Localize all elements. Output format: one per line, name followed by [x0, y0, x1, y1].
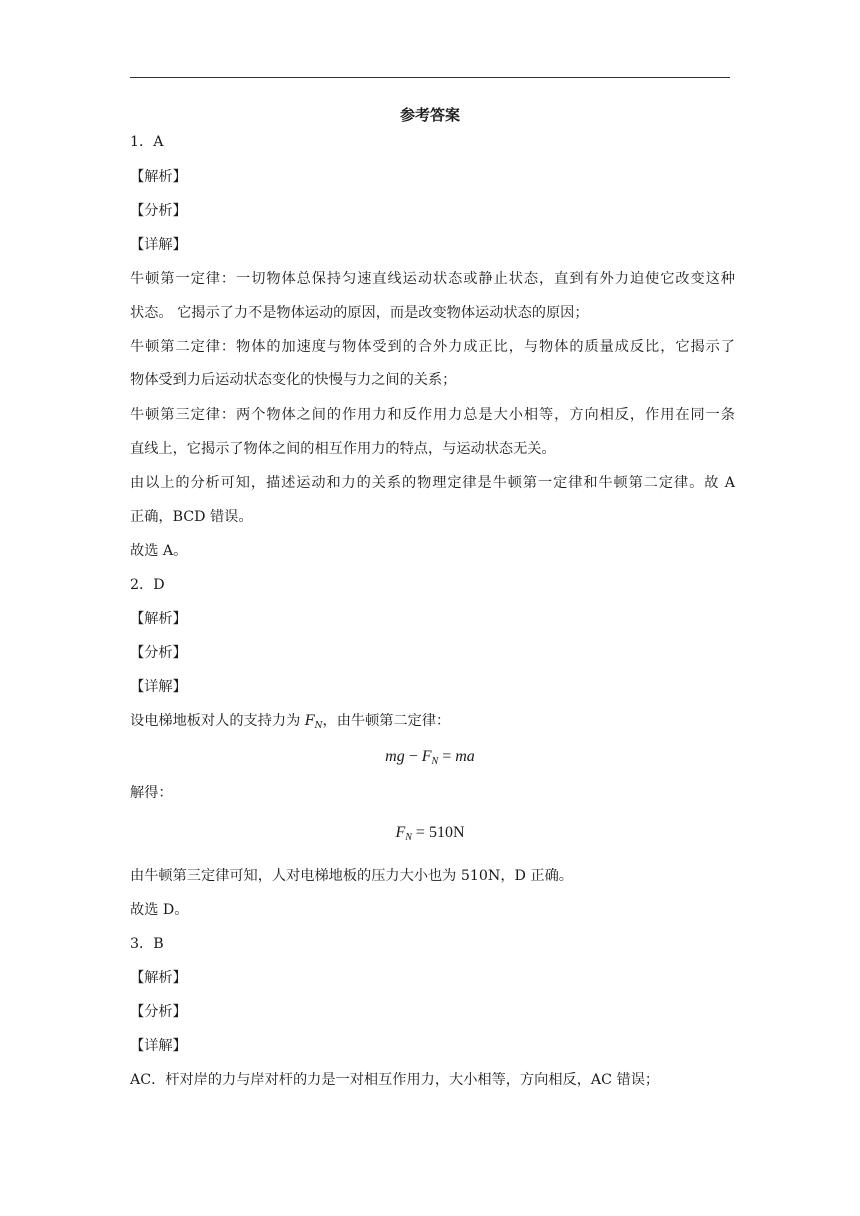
q2-choose: 故选 D。 [130, 902, 189, 918]
q1-header: 1．A [130, 134, 164, 150]
q1-law1-line2: 状态。 它揭示了力不是物体运动的原因，而是改变物体运动状态的原因； [130, 305, 589, 321]
q3-header: 3．B [130, 936, 164, 952]
equation-newton-second-law: mg − $F_N$ = ma [385, 748, 475, 767]
q1-law2-line2: 物体受到力后运动状态变化的快慢与力之间的关系； [130, 372, 457, 388]
q2-conclusion: 由牛顿第三定律可知，人对电梯地板的压力大小也为 510N，D 正确。 [130, 868, 573, 884]
q3-line1: AC．杆对岸的力与岸对杆的力是一对相互作用力，大小相等，方向相反，AC 错误； [130, 1072, 660, 1088]
q1-fenxi: 【分析】 [130, 203, 187, 219]
equation-result: $F_N = 510N$ [395, 824, 465, 843]
header-rule [130, 77, 730, 78]
q3-jiexi: 【解析】 [130, 970, 187, 986]
q1-choose: 故选 A。 [130, 543, 188, 559]
q1-law1-line1: 牛顿第一定律：一切物体总保持匀速直线运动状态或静止状态，直到有外力迫使它改变这种 [130, 271, 735, 287]
q1-xiangjie: 【详解】 [130, 237, 187, 253]
q3-fenxi: 【分析】 [130, 1004, 187, 1020]
q1-law3-line1: 牛顿第三定律：两个物体之间的作用力和反作用力总是大小相等，方向相反，作用在同一条 [130, 407, 735, 423]
q2-fenxi: 【分析】 [130, 645, 187, 661]
q2-setup: 设电梯地板对人的支持力为 $F_N$，由牛顿第二定律： [130, 713, 451, 731]
q2-header: 2．D [130, 577, 165, 593]
q2-solve-label: 解得： [130, 785, 173, 801]
q2-jiexi: 【解析】 [130, 611, 187, 627]
q1-summary-line2: 正确，BCD 错误。 [130, 509, 253, 525]
q1-jiexi: 【解析】 [130, 169, 187, 185]
q2-xiangjie: 【详解】 [130, 679, 187, 695]
q1-law2-line1: 牛顿第二定律：物体的加速度与物体受到的合外力成正比，与物体的质量成反比，它揭示了 [130, 339, 735, 355]
q3-xiangjie: 【详解】 [130, 1038, 187, 1054]
page-title: 参考答案 [399, 106, 460, 124]
q1-summary-line1: 由以上的分析可知，描述运动和力的关系的物理定律是牛顿第一定律和牛顿第二定律。故 A [130, 475, 735, 491]
q1-law3-line2: 直线上，它揭示了物体之间的相互作用力的特点，与运动状态无关。 [130, 441, 556, 457]
